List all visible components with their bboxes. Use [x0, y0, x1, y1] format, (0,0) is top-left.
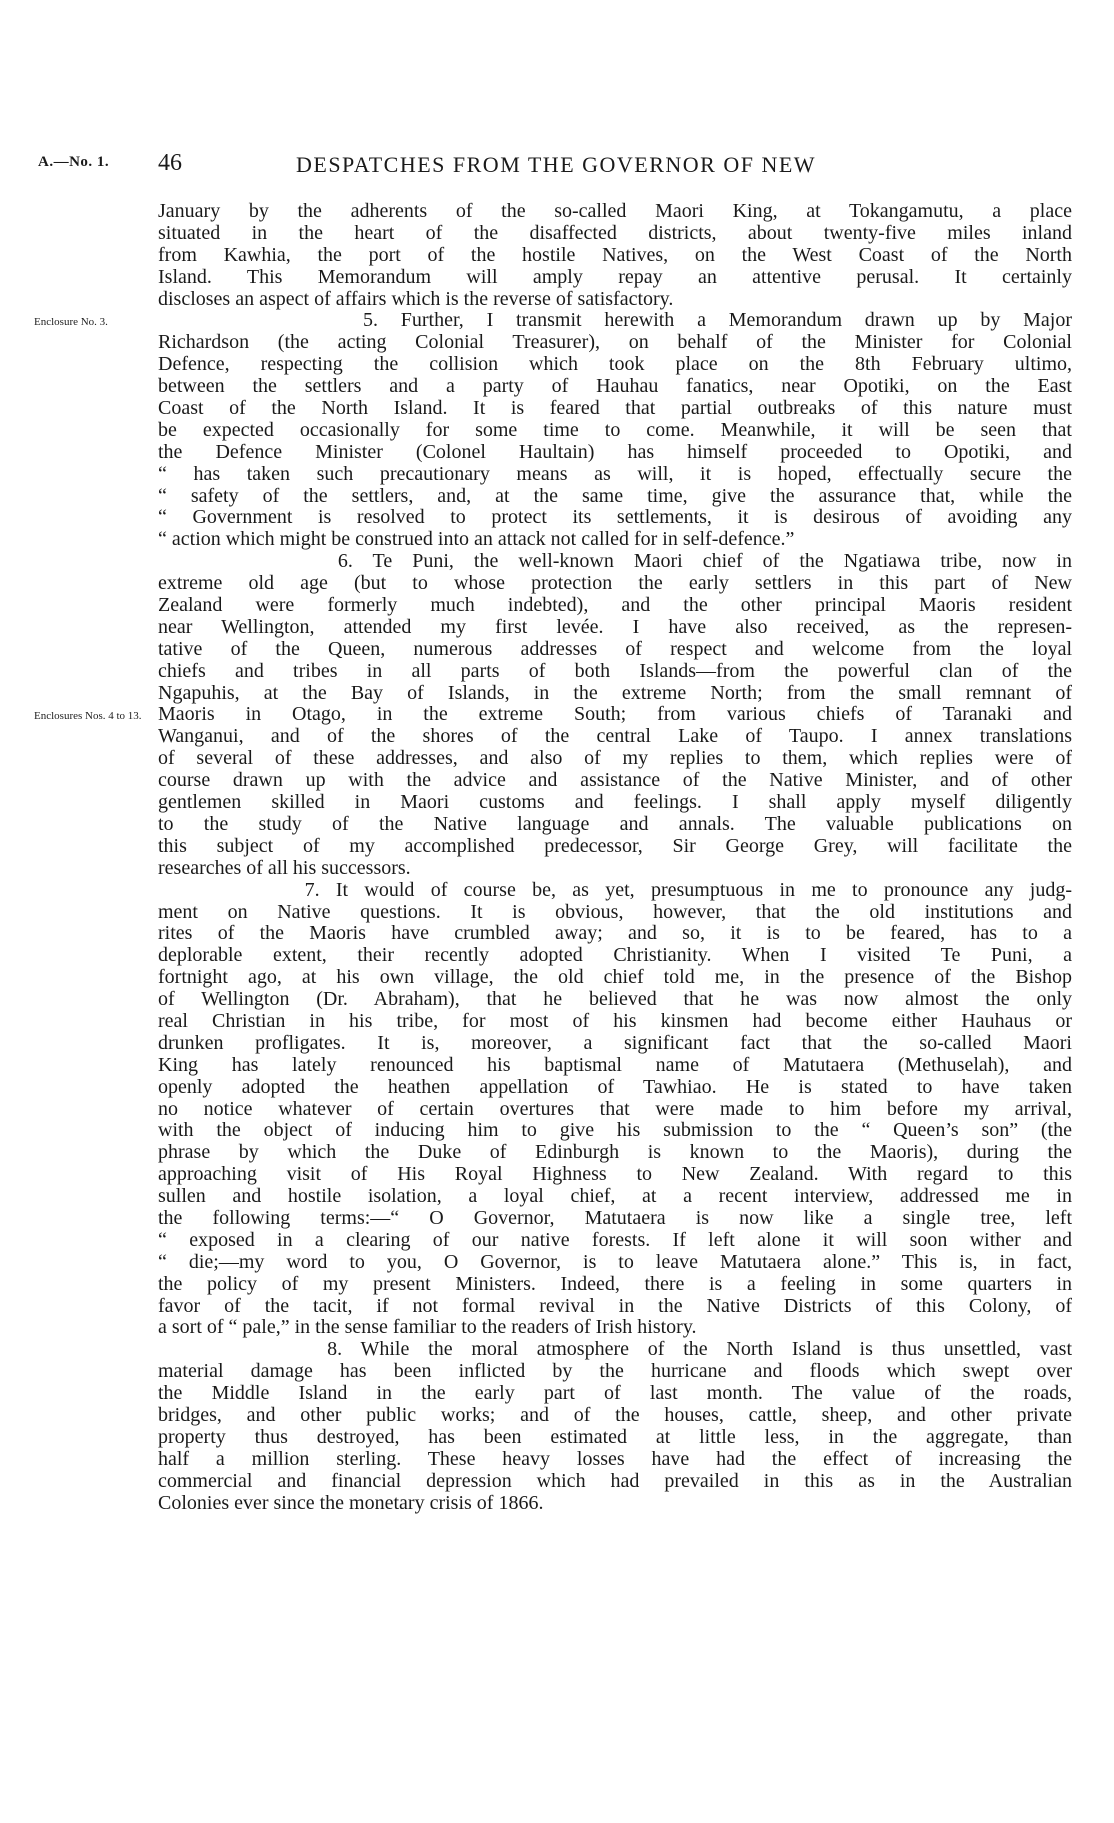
page-header — [38, 150, 1078, 180]
body-text — [158, 201, 1072, 1514]
margin-note: Enclosures Nos. 4 to 13. — [34, 709, 142, 722]
text-line: situated in the heart of the disaffected districts, about twenty-five miles inland — [158, 222, 1072, 244]
text-line: “ safety of the settlers, and, at the same time, give the assurance that, while the — [158, 485, 1072, 507]
text-line: ment on Native questions. It is obvious, however, that the old institutions and — [158, 901, 1072, 923]
text-line: researches of all his successors. — [158, 857, 411, 879]
text-line: chiefs and tribes in all parts of both Islands—from the powerful clan of the — [158, 660, 1072, 682]
text-line: favor of the tacit, if not formal revival in the Native Districts of this Colony, of — [158, 1295, 1072, 1317]
text-line: openly adopted the heathen appellation of Tawhiao. He is stated to have taken — [158, 1076, 1072, 1098]
text-line: “ die;—my word to you, O Governor, is to leave Matutaera alone.” This is, in fact, — [158, 1251, 1072, 1273]
text-line: “ action which might be construed into an attack not called for in self-defence.” — [158, 529, 795, 551]
text-line: drunken profligates. It is, moreover, a significant fact that the so-called Maori — [158, 1032, 1072, 1054]
text-line: January by the adherents of the so-called Maori King, at Tokangamutu, a place — [158, 201, 1072, 222]
text-line: tative of the Queen, numerous addresses of respect and welcome from the loyal — [158, 638, 1072, 660]
text-line: material damage has been inflicted by the hurricane and floods which swept over — [158, 1361, 1072, 1383]
text-line: 7. It would of course be, as yet, presumptuous in me to pronounce any judg- — [158, 879, 1072, 901]
text-line: with the object of inducing him to give his submission to the “ Queen’s son” (the — [158, 1120, 1072, 1142]
text-line: property thus destroyed, has been estimated at little less, in the aggregate, than — [158, 1426, 1072, 1448]
text-line: Wanganui, and of the shores of the central Lake of Taupo. I annex translations — [158, 726, 1072, 748]
text-line: half a million sterling. These heavy losses have had the effect of increasing the — [158, 1448, 1072, 1470]
text-line: of several of these addresses, and also of my replies to them, which replies were of — [158, 748, 1072, 770]
text-line: approaching visit of His Royal Highness to New Zealand. With regard to this — [158, 1164, 1072, 1186]
text-line: bridges, and other public works; and of the houses, cattle, sheep, and other private — [158, 1404, 1072, 1426]
text-line: the Middle Island in the early part of last month. The value of the roads, — [158, 1383, 1072, 1405]
text-line: “ Government is resolved to protect its settlements, it is desirous of avoiding any — [158, 507, 1072, 529]
text-line: 6. Te Puni, the well-known Maori chief of the Ngatiawa tribe, now in — [158, 551, 1072, 573]
text-line: the policy of my present Ministers. Indeed, there is a feeling in some quarters in — [158, 1273, 1072, 1295]
text-line: discloses an aspect of affairs which is the reverse of satisfactory. — [158, 288, 674, 310]
margin-note: Enclosure No. 3. — [34, 315, 108, 328]
text-line: Island. This Memorandum will amply repay an attentive perusal. It certainly — [158, 266, 1072, 288]
text-line: “ has taken such precautionary means as will, it is hoped, effectually secure the — [158, 463, 1072, 485]
text-line: Richardson (the acting Colonial Treasurer), on behalf of the Minister for Colonial — [158, 332, 1072, 354]
text-line: from Kawhia, the port of the hostile Natives, on the West Coast of the North — [158, 244, 1072, 266]
text-line: commercial and financial depression which had prevailed in this as in the Australian — [158, 1470, 1072, 1492]
text-line: Coast of the North Island. It is feared that partial outbreaks of this nature must — [158, 398, 1072, 420]
text-line: Ngapuhis, at the Bay of Islands, in the extreme North; from the small remnant of — [158, 682, 1072, 704]
text-line: fortnight ago, at his own village, the old chief told me, in the presence of the Bishop — [158, 967, 1072, 989]
document-reference: A.—No. 1. — [38, 154, 110, 170]
text-line: a sort of “ pale,” in the sense familiar to the readers of Irish history. — [158, 1317, 697, 1339]
text-line: no notice whatever of certain overtures that were made to him before my arrival, — [158, 1098, 1072, 1120]
text-line: the Defence Minister (Colonel Haultain) has himself proceeded to Opotiki, and — [158, 441, 1072, 463]
text-line: gentlemen skilled in Maori customs and feelings. I shall apply myself diligently — [158, 792, 1072, 814]
text-line: Zealand were formerly much indebted), and the other principal Maoris resident — [158, 595, 1072, 617]
text-line: near Wellington, attended my first levée. I have also received, as the represen- — [158, 616, 1072, 638]
text-line: sullen and hostile isolation, a loyal chief, at a recent interview, addressed me in — [158, 1186, 1072, 1208]
page-number: 46 — [158, 150, 182, 176]
text-line: 5. Further, I transmit herewith a Memorandum drawn up by Major — [158, 310, 1072, 332]
text-line: course drawn up with the advice and assistance of the Native Minister, and of other — [158, 770, 1072, 792]
text-line: to the study of the Native language and annals. The valuable publications on — [158, 813, 1072, 835]
text-line: this subject of my accomplished predecessor, Sir George Grey, will facilitate the — [158, 835, 1072, 857]
text-line: King has lately renounced his baptismal name of Matutaera (Methuselah), and — [158, 1054, 1072, 1076]
text-line: be expected occasionally for some time to come. Meanwhile, it will be seen that — [158, 419, 1072, 441]
running-title: DESPATCHES FROM THE GOVERNOR OF NEW — [296, 152, 817, 177]
text-line: “ exposed in a clearing of our native forests. If left alone it will soon wither and — [158, 1229, 1072, 1251]
text-line: between the settlers and a party of Hauhau fanatics, near Opotiki, on the East — [158, 376, 1072, 398]
text-line: 8. While the moral atmosphere of the North Island is thus unsettled, vast — [158, 1339, 1072, 1361]
text-line: Colonies ever since the monetary crisis of 1866. — [158, 1492, 544, 1514]
text-line: rites of the Maoris have crumbled away; and so, it is to be feared, has to a — [158, 923, 1072, 945]
text-line: Maoris in Otago, in the extreme South; from various chiefs of Taranaki and — [158, 704, 1072, 726]
text-line: extreme old age (but to whose protection the early settlers in this part of New — [158, 573, 1072, 595]
text-line: the following terms:—“ O Governor, Matutaera is now like a single tree, left — [158, 1207, 1072, 1229]
text-line: real Christian in his tribe, for most of his kinsmen had become either Hauhaus or — [158, 1010, 1072, 1032]
text-line: phrase by which the Duke of Edinburgh is known to the Maoris), during the — [158, 1142, 1072, 1164]
text-line: deplorable extent, their recently adopted Christianity. When I visited Te Puni, a — [158, 945, 1072, 967]
text-line: Defence, respecting the collision which took place on the 8th February ultimo, — [158, 354, 1072, 376]
text-line: of Wellington (Dr. Abraham), that he believed that he was now almost the only — [158, 989, 1072, 1011]
